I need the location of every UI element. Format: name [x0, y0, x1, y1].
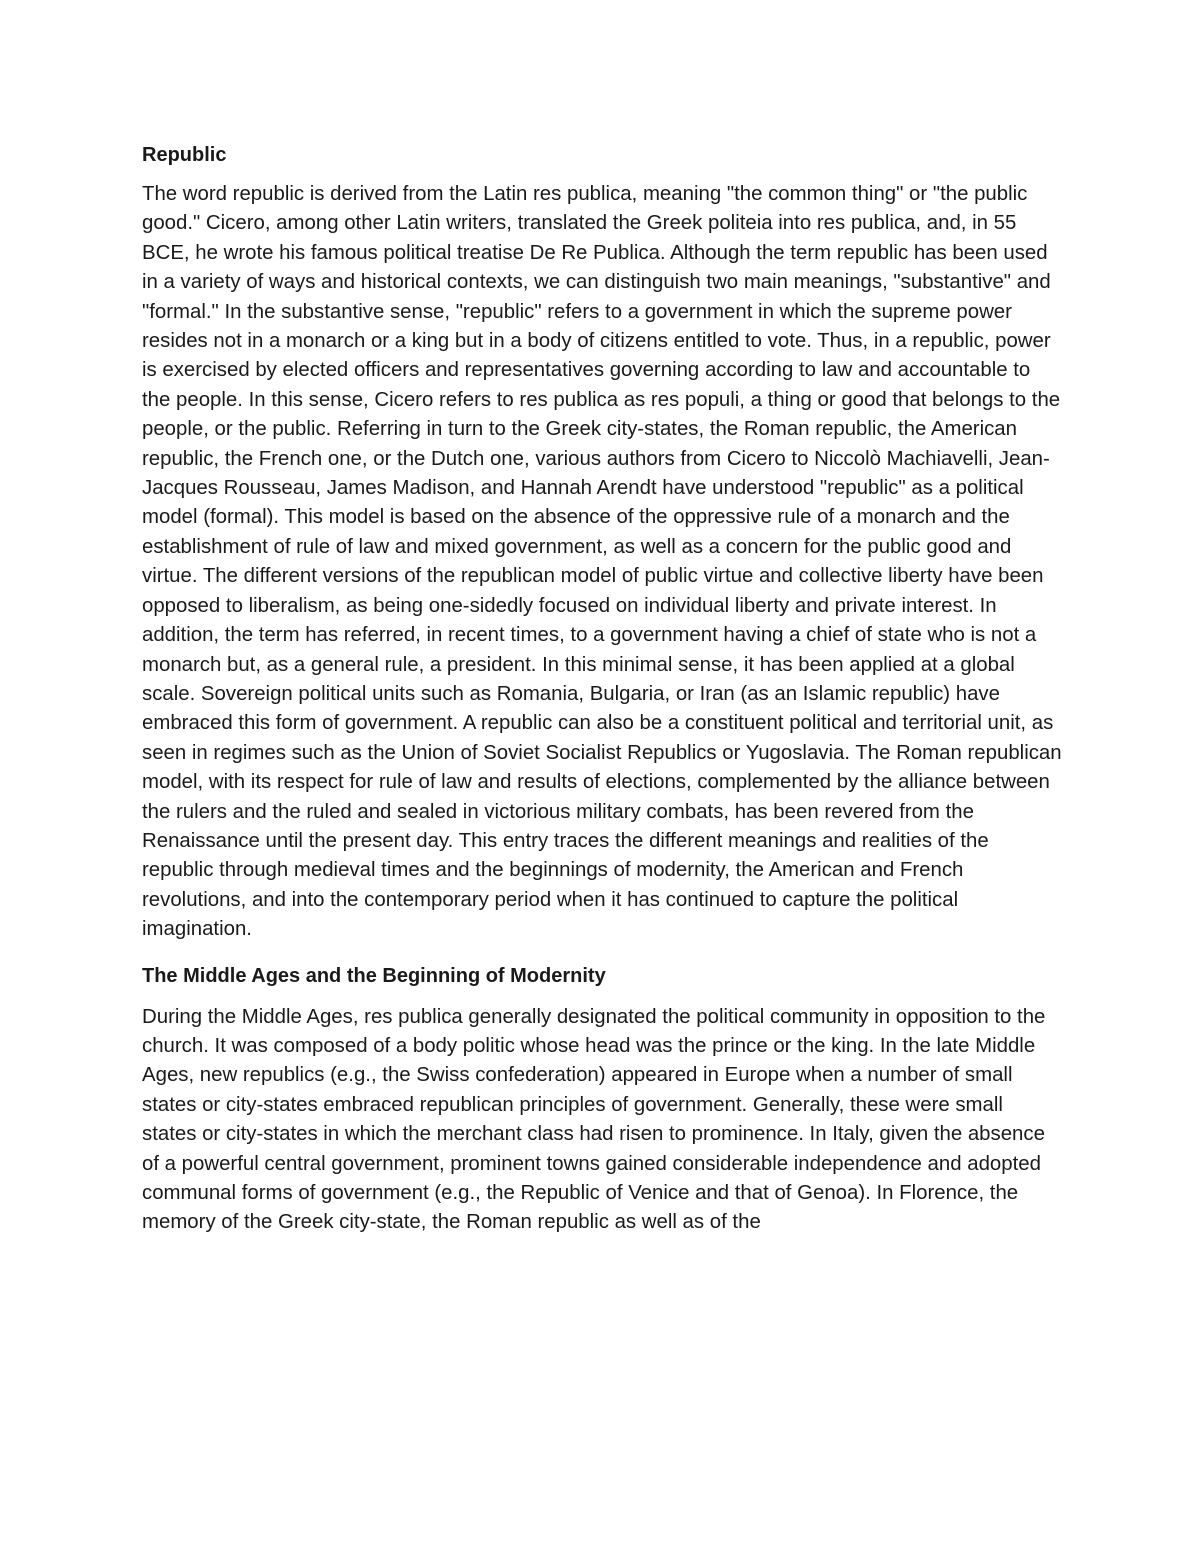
- section-paragraph-republic: The word republic is derived from the Latin res publica, meaning "the common thing" or "the public good." Cicero, among other Latin writers, translated the Greek politeia into res publica, and, in 55 BCE, he wrote his famous political treatise De Re Publica. Although the term republic has been used in a variety of ways and historical contexts, we can distinguish two main meanings, "substantive" and "formal." In the substantive sense, "republic" refers to a government in which the supreme power resides not in a monarch or a king but in a body of citizens entitled to vote. Thus, in a republic, power is exercised by elected officers and representatives governing according to law and accountable to the people. In this sense, Cicero refers to res publica as res populi, a thing or good that belongs to the people, or the public. Referring in turn to the Greek city-states, the Roman republic, the American republic, the French one, or the Dutch one, various authors from Cicero to Niccolò Machiavelli, Jean-Jacques Rousseau, James Madison, and Hannah Arendt have understood "republic" as a political model (formal). This model is based on the absence of the oppressive rule of a monarch and the establishment of rule of law and mixed government, as well as a concern for the public good and virtue. The different versions of the republican model of public virtue and collective liberty have been opposed to liberalism, as being one-sidedly focused on individual liberty and private interest. In addition, the term has referred, in recent times, to a government having a chief of state who is not a monarch but, as a general rule, a president. In this minimal sense, it has been applied at a global scale. Sovereign political units such as Romania, Bulgaria, or Iran (as an Islamic republic) have embraced this form of government. A republic can also be a constituent political and territorial unit, as seen in regimes such as the Union of Soviet Socialist Republics or Yugoslavia. The Roman republican model, with its respect for rule of law and results of elections, complemented by the alliance between the rulers and the ruled and sealed in victorious military combats, has been revered from the Renaissance until the present day. This entry traces the different meanings and realities of the republic through medieval times and the beginnings of modernity, the American and French revolutions, and into the contemporary period when it has continued to capture the political imagination.: [142, 183, 1062, 941]
- section-heading-middle-ages: The Middle Ages and the Beginning of Modernity: [142, 964, 606, 987]
- section-heading-republic: Republic: [142, 144, 227, 166]
- document-page: [142, 140, 1062, 1238]
- section-paragraph-middle-ages: During the Middle Ages, res publica generally designated the political community in opposition to the church. It was composed of a body politic whose head was the prince or the king. In the late Middle Ages, new republics (e.g., the Swiss confederation) appeared in Europe when a number of small states or city-states embraced republican principles of government. Generally, these were small states or city-states in which the merchant class had risen to prominence. In Italy, given the absence of a powerful central government, prominent towns gained considerable independence and adopted communal forms of government (e.g., the Republic of Venice and that of Genoa). In Florence, the memory of the Greek city-state, the Roman republic as well as of the: [142, 1005, 1046, 1234]
